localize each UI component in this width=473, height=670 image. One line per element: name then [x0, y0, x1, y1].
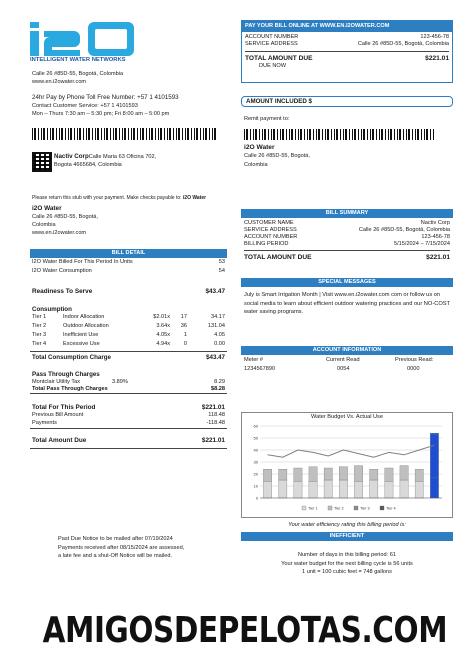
- bar-segment: [430, 433, 438, 434]
- legend-label: Tier 4: [386, 506, 396, 511]
- y-tick-label: 20: [253, 471, 258, 477]
- summary-row: BILLING PERIOD 5/15/2024 – 7/15/2024: [244, 241, 450, 247]
- tier-row: Tier 1 Indoor Allocation $2.01x 17 34.17: [32, 314, 225, 320]
- bar-segment: [430, 478, 438, 498]
- bar-segment: [430, 434, 438, 477]
- due-now: DUE NOW: [259, 63, 287, 69]
- remit-address: Calle 26 #85D-55, Bogotá,: [244, 153, 310, 159]
- remit-city: Colombia: [244, 162, 268, 168]
- tier-row: Tier 4 Excessive Use 4.94x 0 0.00: [32, 341, 225, 347]
- pay-by-phone: 24hr Pay by Phone Toll Free Number: +57 1 4101593: [32, 94, 179, 101]
- units-row: I2O Water Billed For This Period In Units 53: [32, 259, 225, 265]
- tier-row: Tier 3 Inefficient Use 4.05x 1 4.05: [32, 332, 225, 338]
- bar-segment: [400, 480, 408, 498]
- bar-segment: [339, 480, 347, 498]
- bar-segment: [354, 481, 362, 498]
- y-tick-label: 30: [253, 459, 258, 465]
- bar-segment: [415, 481, 423, 498]
- efficiency-rating-text: Your water efficiency rating this billing period is:: [288, 522, 406, 528]
- customer-city: Bogota 4665684, Colombia: [54, 162, 122, 168]
- pay-online-box: [241, 20, 453, 83]
- hours-line: Mon – Thurs 7:30 am – 5:30 pm; Fri 8:00 am – 5:00 pm: [32, 111, 170, 117]
- bar-segment: [370, 480, 378, 498]
- readiness-row: Readiness To Serve $43.47: [32, 288, 225, 295]
- legend-swatch: [328, 506, 332, 510]
- bar-segment: [263, 481, 271, 498]
- remit-label: Remit payment to:: [244, 116, 290, 122]
- bar-segment: [339, 467, 347, 480]
- summary-row: SERVICE ADDRESS Calle 26 #85D-55, Bogotá, Colombia: [244, 227, 450, 233]
- barcode-right: [244, 129, 434, 140]
- barcode-left: [32, 128, 218, 140]
- efficiency-rating-bar: INEFFICIENT: [241, 532, 453, 541]
- company-tagline: INTELLIGENT WATER NETWORKS: [30, 57, 126, 63]
- lower-company: i2O Water Calle 26 #85D-55, Bogotá, Colombia www.en.i2owater.com: [32, 205, 98, 236]
- legend-label: Tier 2: [334, 506, 344, 511]
- legend-swatch: [354, 506, 358, 510]
- bar-segment: [354, 466, 362, 482]
- bar-segment: [370, 469, 378, 480]
- bar-segment: [279, 469, 287, 480]
- amount-included-field[interactable]: AMOUNT INCLUDED $: [241, 96, 453, 107]
- company-website: www.en.i2owater.com: [32, 79, 87, 85]
- summary-total-row: TOTAL AMOUNT DUE $221.01: [244, 254, 450, 261]
- watermark: AMIGOSDEPELOTAS.COM: [42, 610, 448, 651]
- tier-row: Tier 2 Outdoor Allocation 3.64x 36 131.04: [32, 323, 225, 329]
- account-row: ACCOUNT NUMBER 123-456-78: [245, 34, 449, 40]
- bill-detail-header: BILL DETAIL: [30, 249, 227, 258]
- budget-line: [268, 445, 435, 457]
- customer-address: Calle Maria 63 Oficina 702,: [88, 154, 157, 160]
- bar-segment: [294, 468, 302, 481]
- summary-row: ACCOUNT NUMBER 123-456-78: [244, 234, 450, 240]
- remit-name: i2O Water: [244, 144, 275, 151]
- company-address: Calle 26 #85D-55, Bogotá, Colombia: [32, 71, 124, 77]
- efficiency-details: Number of days in this billing period: 61 Your water budget for the next billing cycle is 56 units 1 unit = 100 cubic feet = 748 gallons: [281, 552, 413, 575]
- bill-detail: [30, 249, 227, 449]
- y-tick-label: 40: [253, 447, 258, 453]
- legend-label: Tier 3: [360, 506, 370, 511]
- bar-segment: [309, 481, 317, 498]
- previous-row: Previous Bill Amount 118.48: [32, 412, 225, 418]
- qr-code: [32, 152, 52, 172]
- summary-row: CUSTOMER NAME Nactiv Corp: [244, 220, 450, 226]
- customer-block: [54, 153, 156, 169]
- past-due-notice: Past Due Notice to be mailed after 07/19/2024 Payments received after 08/15/2024 are assessed, a late fee and a shut-Off Notice will be mailed.: [58, 536, 185, 559]
- special-messages-header: SPECIAL MESSAGES: [241, 278, 453, 287]
- bar-segment: [324, 468, 332, 480]
- customer-name: Nactiv Corp: [54, 153, 89, 160]
- bar-segment: [385, 468, 393, 481]
- bar-segment: [415, 469, 423, 481]
- total-pass-row: Total Pass Through Charges $8.28: [32, 386, 225, 392]
- bar-segment: [263, 469, 271, 481]
- y-tick-label: 10: [253, 483, 258, 489]
- service-row: SERVICE ADDRESS Calle 26 #85D-55, Bogotá, Colombia: [245, 41, 449, 47]
- legend-label: Tier 1: [308, 506, 318, 511]
- special-messages-text: July is Smart Irrigation Month | Visit www.en.i2owater.com com or follow us on social media to learn about efficient outdoor watering practices and our NO-COST water saving programs.: [244, 292, 450, 315]
- account-info-header: ACCOUNT INFORMATION: [241, 346, 453, 355]
- bar-segment: [294, 481, 302, 498]
- bar-segment: [279, 480, 287, 498]
- consumption-row: I2O Water Consumption 54: [32, 268, 225, 274]
- bill-summary: [241, 209, 453, 264]
- bar-segment: [309, 467, 317, 481]
- montclair-row: Montclair Utility Tax 3.89% 8.29: [32, 379, 225, 385]
- y-tick-label: 50: [253, 435, 258, 441]
- legend-swatch: [380, 506, 384, 510]
- company-logo: [30, 22, 134, 56]
- consumption-heading: Consumption: [32, 306, 72, 313]
- contact-line: Contact Customer Service: +57 1 4101593: [32, 103, 138, 109]
- total-consumption-row: Total Consumption Charge $43.47: [32, 354, 225, 361]
- stub-note: Please return this stub with your payment. Make checks payable to: i2O Water: [32, 195, 207, 201]
- pass-heading: Pass Through Charges: [32, 371, 100, 378]
- bill-summary-header: BILL SUMMARY: [241, 209, 453, 218]
- special-messages: [241, 278, 453, 321]
- bar-segment: [385, 481, 393, 498]
- pay-online-header: PAY YOUR BILL ONLINE AT WWW.EN.I2OWATER.COM: [242, 21, 452, 32]
- chart-title: Water Budget Vs. Actual Use: [311, 414, 383, 420]
- chart-frame: [241, 412, 453, 518]
- y-tick-label: 60: [253, 423, 258, 429]
- legend-swatch: [302, 506, 306, 510]
- bar-segment: [400, 466, 408, 480]
- period-row: Total For This Period $221.01: [32, 404, 225, 411]
- y-tick-label: 0: [255, 495, 258, 501]
- amount-due-row: Total Amount Due $221.01: [32, 437, 225, 444]
- water-budget-chart: [242, 422, 452, 517]
- payments-row: Payments -118.48: [32, 420, 225, 426]
- pay-total-row: TOTAL AMOUNT DUE $221.01: [245, 55, 449, 62]
- bar-segment: [324, 480, 332, 498]
- account-info: ACCOUNT INFORMATION Meter # Current Read Previous Read: 1234567890 0054 0000: [241, 346, 453, 373]
